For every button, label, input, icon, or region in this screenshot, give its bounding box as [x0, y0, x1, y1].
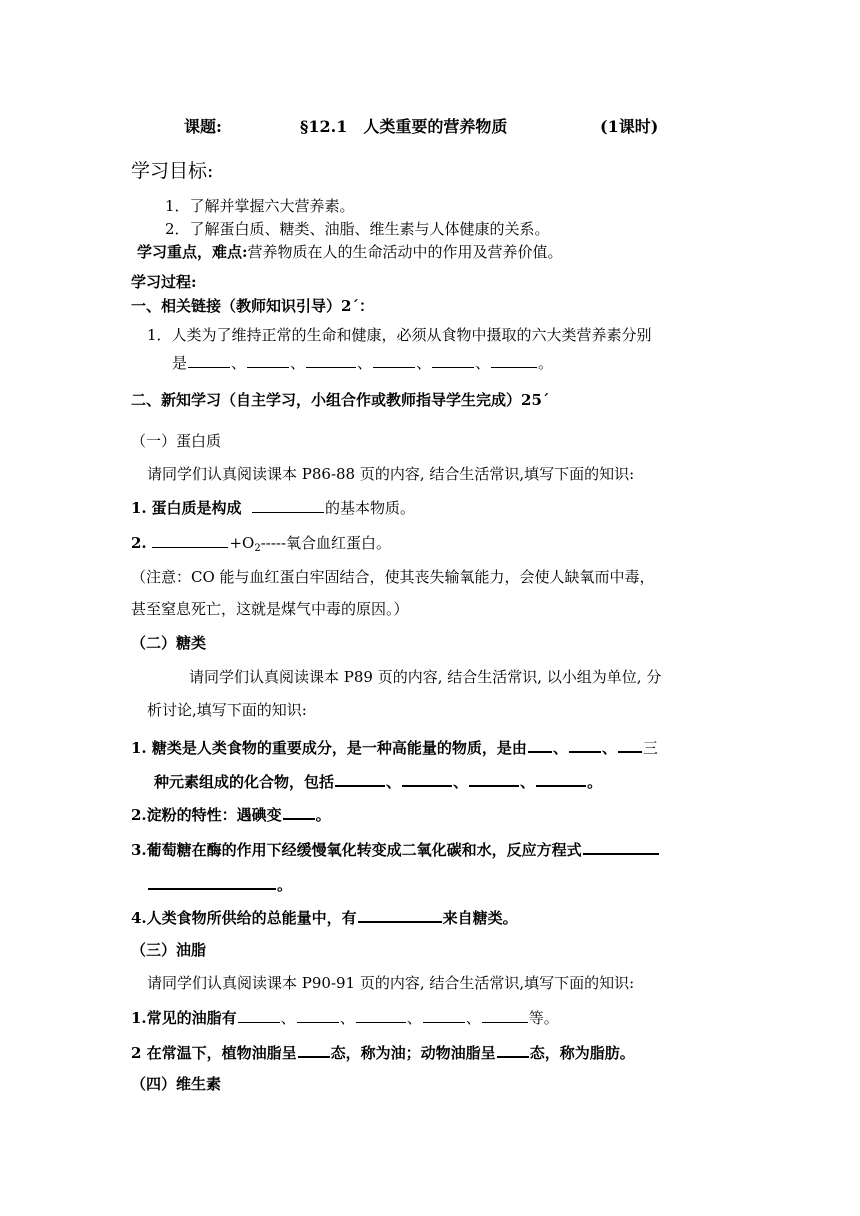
part1-question-line1: 1．人类为了维持正常的生命和健康，必须从食物中摄取的六大类营养素分别	[147, 326, 652, 344]
separator: 、	[339, 1009, 355, 1027]
fat-q1-text: 1.常见的油脂有	[131, 1009, 237, 1027]
sugar-heading: （二）糖类	[131, 634, 207, 652]
answer-blank[interactable]	[583, 838, 659, 855]
answer-blank[interactable]	[283, 803, 315, 820]
separator: 、	[231, 354, 247, 372]
answer-blank[interactable]	[247, 352, 289, 368]
answer-blank[interactable]	[423, 1007, 465, 1023]
separator: 、	[357, 354, 373, 372]
part1-heading: 一、相关链接（教师知识引导）2´：	[131, 297, 374, 315]
separator: 、	[475, 354, 491, 372]
answer-blank[interactable]	[528, 736, 552, 753]
fat-heading: （三）油脂	[131, 941, 207, 959]
part2-heading: 二、新知学习（自主学习，小组合作或教师指导学生完成）25´	[131, 391, 550, 409]
answer-blank[interactable]	[148, 873, 276, 890]
answer-blank[interactable]	[358, 906, 442, 923]
fat-q1-tail: 等。	[528, 1009, 559, 1027]
line-end: 。	[538, 354, 554, 372]
answer-blank[interactable]	[306, 352, 356, 368]
sugar-intro-line2: 析讨论,填写下面的知识:	[147, 701, 307, 719]
oxygen-subscript: 2	[254, 543, 261, 554]
separator: 、	[453, 773, 469, 791]
sugar-q1-text: 1. 糖类是人类食物的重要成分，是一种高能量的物质，是由	[131, 739, 527, 757]
protein-q2-oxygen: +O	[229, 534, 255, 552]
part1-question-prefix: 是	[172, 354, 188, 372]
answer-blank[interactable]	[152, 532, 228, 548]
sugar-q2-text: 2.淀粉的特性：遇碘变	[131, 806, 282, 824]
separator: 、	[552, 739, 568, 757]
answer-blank[interactable]	[402, 770, 452, 787]
sugar-q4-tail: 来自糖类。	[442, 909, 518, 927]
fat-q2-text3: 态，称为脂肪。	[529, 1044, 635, 1062]
sugar-q3-line1	[131, 838, 660, 861]
protein-q2-number: 2.	[131, 534, 147, 552]
answer-blank[interactable]	[432, 352, 474, 368]
line-end: 。	[587, 773, 603, 791]
sugar-q3-text: 3.葡萄糖在酶的作用下经缓慢氧化转变成二氧化碳和水，反应方程式	[131, 841, 582, 859]
vitamin-heading: （四）维生素	[131, 1075, 222, 1093]
title-period: (1课时)	[600, 117, 659, 136]
answer-blank[interactable]	[536, 770, 586, 787]
protein-heading-text: （一）蛋白质	[131, 432, 222, 450]
key-points	[137, 241, 563, 263]
separator: 、	[386, 773, 402, 791]
fat-q1	[131, 1007, 559, 1029]
line-end: 。	[277, 876, 293, 894]
answer-blank[interactable]	[188, 352, 230, 368]
fat-q2-text1: 2 在常温下，植物油脂呈	[131, 1044, 297, 1062]
protein-q1-number: 1.	[131, 499, 147, 517]
key-points-text: 营养物质在人的生命活动中的作用及营养价值。	[247, 243, 563, 261]
objective-item: 2．了解蛋白质、糖类、油脂、维生素与人体健康的关系。	[165, 220, 550, 238]
answer-blank[interactable]	[297, 1007, 339, 1023]
separator: 、	[406, 1009, 422, 1027]
protein-q1-tail: 的基本物质。	[325, 499, 416, 517]
title-label: 课题:	[184, 117, 222, 136]
answer-blank[interactable]	[618, 736, 642, 753]
sugar-q1-three: 三	[642, 739, 658, 757]
sugar-q4-text: 4.人类食物所供给的总能量中，有	[131, 909, 357, 927]
title-section: §12.1 人类重要的营养物质	[300, 117, 508, 136]
answer-blank[interactable]	[356, 1007, 406, 1023]
process-heading: 学习过程:	[131, 273, 197, 291]
sugar-q1-line2	[154, 770, 602, 793]
sugar-q4	[131, 906, 518, 929]
protein-note-line2: 甚至窒息死亡，这就是煤气中毒的原因。）	[131, 600, 409, 618]
separator: 、	[520, 773, 536, 791]
part1-question-line2	[172, 352, 553, 374]
separator: 、	[290, 354, 306, 372]
protein-heading	[131, 430, 221, 452]
separator: 、	[416, 354, 432, 372]
protein-q1	[131, 497, 415, 519]
answer-blank[interactable]	[335, 770, 385, 787]
answer-blank[interactable]	[569, 736, 601, 753]
separator: 、	[280, 1009, 296, 1027]
separator: 、	[601, 739, 617, 757]
protein-note-line1: （注意：CO 能与血红蛋白牢固结合，使其丧失输氧能力，会使人缺氧而中毒，	[131, 568, 655, 586]
sugar-q1-text2: 种元素组成的化合物，包括	[154, 773, 335, 791]
sugar-q1-line1	[131, 736, 658, 759]
protein-q2-tail: -----氧合血红蛋白。	[260, 534, 392, 552]
fat-intro: 请同学们认真阅读课本 P90-91 页的内容, 结合生活常识,填写下面的知识:	[147, 974, 635, 992]
answer-blank[interactable]	[497, 1041, 529, 1058]
protein-intro: 请同学们认真阅读课本 P86-88 页的内容, 结合生活常识,填写下面的知识:	[147, 465, 635, 483]
answer-blank[interactable]	[482, 1007, 528, 1023]
answer-blank[interactable]	[238, 1007, 280, 1023]
answer-blank[interactable]	[298, 1041, 330, 1058]
sugar-q3-line2	[147, 873, 292, 896]
line-end: 。	[315, 806, 331, 824]
objective-item: 1．了解并掌握六大营养素。	[165, 197, 355, 215]
objectives-heading: 学习目标:	[131, 160, 214, 182]
fat-q2-text2: 态，称为油；动物油脂呈	[330, 1044, 496, 1062]
separator: 、	[465, 1009, 481, 1027]
sugar-intro-line1: 请同学们认真阅读课本 P89 页的内容, 结合生活常识, 以小组为单位, 分	[189, 668, 662, 686]
key-points-label: 学习重点，难点:	[137, 243, 248, 261]
fat-q2	[131, 1041, 635, 1064]
sugar-q2	[131, 803, 331, 826]
protein-q2	[131, 532, 391, 554]
answer-blank[interactable]	[491, 352, 537, 368]
answer-blank[interactable]	[469, 770, 519, 787]
answer-blank[interactable]	[252, 497, 324, 513]
protein-q1-text: 蛋白质是构成	[151, 499, 242, 517]
answer-blank[interactable]	[373, 352, 415, 368]
